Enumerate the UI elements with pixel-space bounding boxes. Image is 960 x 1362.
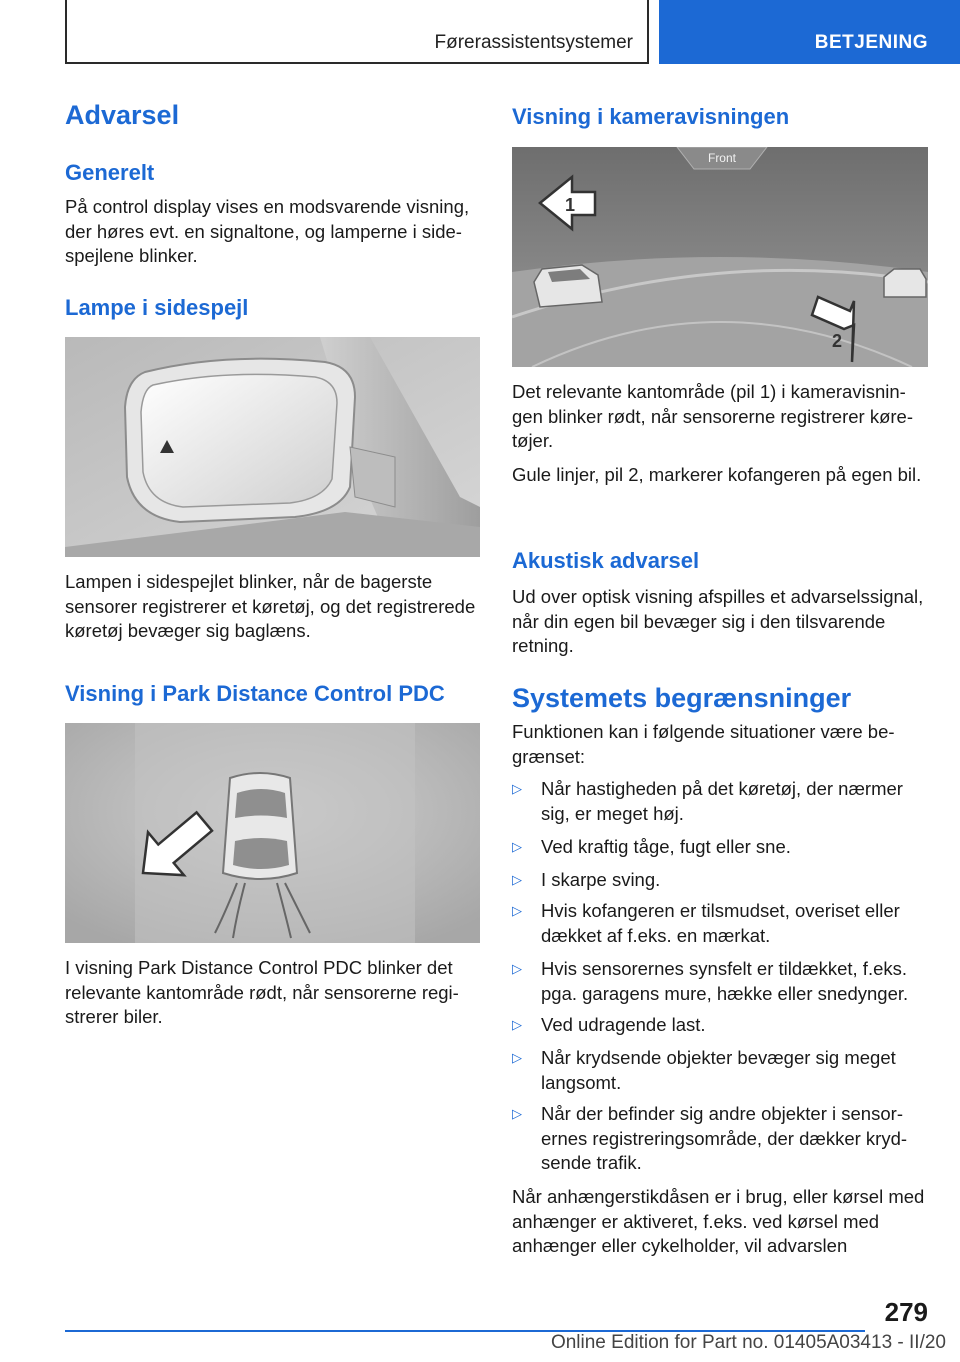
paragraph-kamera-2: Gule linjer, pil 2, markerer kofangeren på egen bil.: [512, 464, 922, 485]
paragraph-lampe: Lampen i sidespejlet blinker, når de bagerste sensorer registrerer et køretøj, og det registrerede køretøj bevæger sig baglæns.: [65, 571, 476, 641]
bullet-triangle-icon: ▷: [512, 903, 522, 918]
camera-figure: [512, 147, 928, 367]
paragraph-generelt: På control display vises en modsvarende visning, der høres evt. en signaltone, og lamperne i sidespejlene blinker.: [65, 196, 470, 266]
mirror-figure: [65, 337, 480, 557]
paragraph-kamera-1: Det relevante kantområde (pil 1) i kameravisningen blinker rødt, når sensorerne registrerer køretøjer.: [512, 381, 913, 451]
paragraph-begraensninger-intro: Funktionen kan i følgende situationer være begrænset:: [512, 721, 895, 767]
list-item: ▷ Hvis kofangeren er tilsmudset, overiset eller dækket af f.eks. en mærkat.: [512, 900, 900, 946]
bullet-triangle-icon: ▷: [512, 1050, 522, 1065]
front-label: Front: [707, 151, 737, 165]
list-item: ▷ Når der befinder sig andre objekter i sensorernes registreringsområde, der dækker krydsende trafik.: [512, 1103, 908, 1173]
bullet-triangle-icon: ▷: [512, 872, 522, 887]
header-chapter-title: BETJENING: [814, 32, 928, 53]
section-title-begraensninger: Systemets begrænsninger: [512, 683, 852, 713]
bullet-triangle-icon: ▷: [512, 1017, 522, 1032]
bullet-triangle-icon: ▷: [512, 781, 522, 796]
list-item: ▷ I skarpe sving.: [512, 868, 932, 893]
arrow-2-label: 2: [831, 331, 843, 351]
pdc-illustration: [65, 723, 480, 943]
bullet-triangle-icon: ▷: [512, 1106, 522, 1121]
arrow-1-label: 1: [564, 195, 576, 215]
side-mirror-illustration: [65, 337, 480, 557]
bullet-triangle-icon: ▷: [512, 839, 522, 854]
list-item: ▷ Når hastigheden på det køretøj, der nærmer sig, er meget høj.: [512, 778, 903, 824]
pdc-figure: [65, 723, 480, 943]
paragraph-begraensninger-outro: Når anhængerstikdåsen er i brug, eller kørsel med anhænger er aktiveret, f.eks. ved kørsel med anhænger eller cykelholder, vil advarslen: [512, 1186, 925, 1256]
paragraph-pdc: I visning Park Distance Control PDC blinker det relevante kantområde rødt, når sensorerne registrerer biler.: [65, 957, 459, 1027]
paragraph-akustisk: Ud over optisk visning afspilles et advarselssignal, når din egen bil bevæger sig i den tilsvarende retning.: [512, 586, 924, 656]
footer-edition-text: Online Edition for Part no. 01405A03413 - II/20: [550, 1332, 946, 1353]
heading-visning-kamera: Visning i kameravisningen: [512, 104, 790, 129]
heading-generelt: Generelt: [65, 160, 155, 185]
bullet-triangle-icon: ▷: [512, 961, 522, 976]
heading-lampe-i-sidespejl: Lampe i sidespejl: [65, 295, 249, 320]
list-item: ▷ Ved udragende last.: [512, 1013, 932, 1038]
car-left-icon: [534, 265, 602, 307]
heading-visning-pdc: Visning i Park Distance Control PDC: [65, 681, 445, 706]
page-number: 279: [884, 1297, 928, 1327]
heading-akustisk-advarsel: Akustisk advarsel: [512, 548, 700, 573]
section-title-advarsel: Advarsel: [65, 100, 180, 130]
running-header: [65, 0, 649, 64]
camera-view-illustration: [512, 147, 928, 367]
list-item: ▷ Ved kraftig tåge, fugt eller sne.: [512, 835, 932, 860]
list-item: ▷ Hvis sensorernes synsfelt er tildækket, f.eks. pga. garagens mure, hække eller snedynger.: [512, 958, 909, 1004]
chapter-tab: [659, 0, 960, 64]
car-right-icon: [884, 269, 926, 297]
list-item: ▷ Når krydsende objekter bevæger sig meget langsomt.: [512, 1047, 896, 1093]
header-section-title: Førerassistentsystemer: [434, 32, 633, 53]
